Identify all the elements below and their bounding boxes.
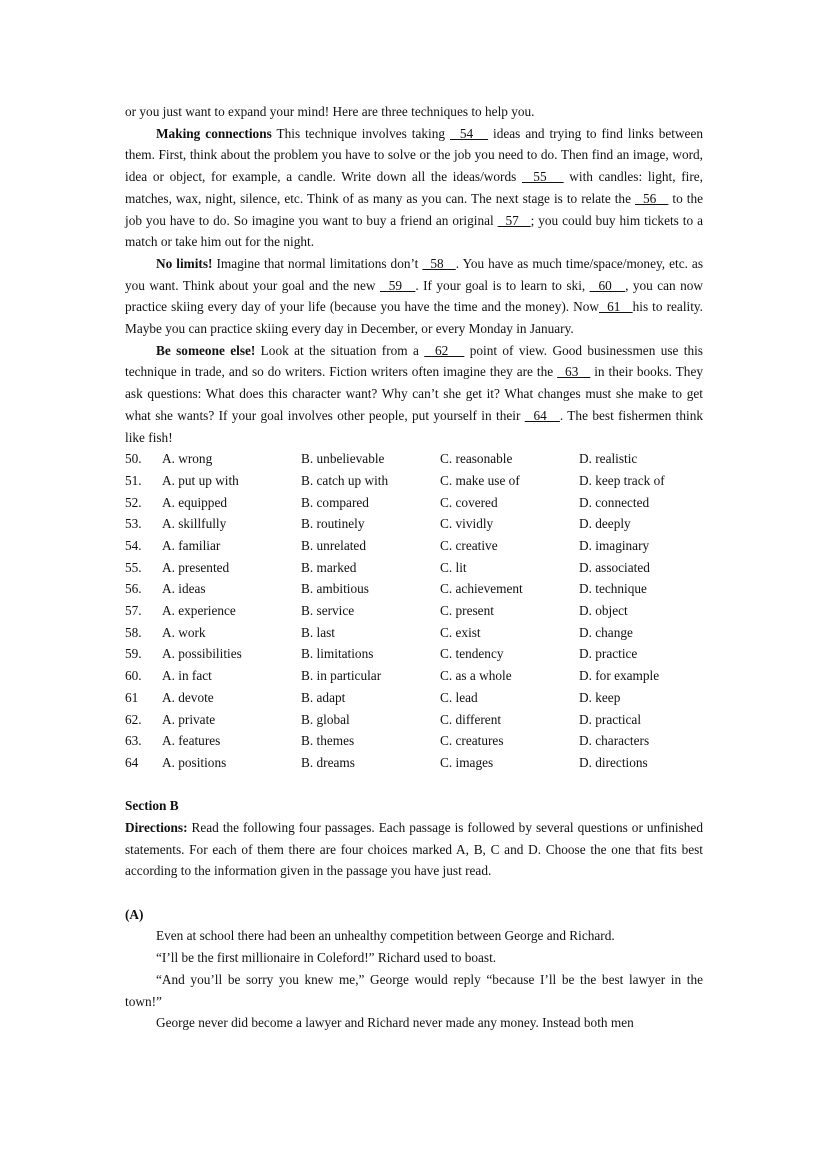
option-d: D. keep [579,689,621,705]
option-row: 56. A. ideas B. ambitious C. achievement D. technique [125,578,703,600]
option-b: B. dreams [301,754,355,770]
option-a: A. presented [162,559,230,575]
option-a: A. experience [162,603,236,619]
option-b: B. marked [301,559,357,575]
option-c: C. different [440,711,502,727]
option-c: C. images [440,754,494,770]
blank-64: 64 [524,407,560,423]
document-page [125,101,703,1034]
blank-62: 62 [424,342,465,358]
option-d: D. keep track of [579,472,665,488]
option-b: B. limitations [301,646,374,662]
option-row: 61 A. devote B. adapt C. lead D. keep [125,687,703,709]
heading-no-limits: No limits! [156,255,213,271]
option-b: B. last [301,624,335,640]
intro-line: or you just want to expand your mind! Here are three techniques to help you. [125,104,535,119]
option-b: B. unrelated [301,538,366,553]
option-d: D. for example [579,668,660,684]
paragraph-making-connections: Making connections This technique involves taking 54 ideas and trying to find links between them. First, think about the problem you have to solve or the job you need to do. Then find an image, word, idea or object, for example, a candle. Write down all the ideas/words 55 with candles: light, fire, matches, wax, night, silence, etc. Think of as many as you can. The next stage is to relate the 56 to the job you have to do. So imagine you want to buy a friend an original 57 ; you could buy him tickets to a match or take him out for the night. [125,125,703,250]
option-d: D. change [579,624,633,640]
heading-be-someone-else: Be someone else! [156,342,256,358]
option-b: B. unbelievable [301,451,385,467]
blank-56: 56 [635,190,669,206]
option-c: C. achievement [440,581,523,597]
option-a: A. familiar [162,538,221,553]
option-c: C. reasonable [440,451,513,467]
passage-a-line: “And you’ll be sorry you knew me,” George would reply “because I’ll be the best lawyer in the town!” [125,971,703,1009]
option-c: C. creatures [440,733,504,749]
option-b: B. global [301,711,350,727]
paragraph-be-someone-else: Be someone else! Look at the situation from a 62 point of view. Good businessmen use this technique in trade, and so do writers. Fiction writers often imagine they are the 63 in their books. They ask questions: What does this character want? Why can’t she get it? What changes must she make to get what she wants? If your goal involves other people, put yourself in their 64 . The best fishermen think like fish! [125,342,703,445]
spacer [125,882,703,904]
option-row: 64 A. positions B. dreams C. images D. directions [125,752,703,774]
option-d: D. connected [579,494,650,510]
option-c: C. as a whole [440,668,512,684]
paragraph-no-limits: No limits! Imagine that normal limitations don’t 58 . You have as much time/space/money, etc. as you want. Think about your goal and the new 59 . If your goal is to learn to ski, 60 , you can now practice skiing every day of your life (because you have the time and the money). Now 61 his to reality. Maybe you can practice skiing every day in December, or every Monday in January. [125,255,704,337]
option-d: D. characters [579,733,650,749]
option-d: D. imaginary [579,538,650,553]
blank-61: 61 [599,299,633,315]
option-row: 63. A. features B. themes C. creatures D. characters [125,730,703,752]
passage-a-line: “I’ll be the first millionaire in Coleford!” Richard used to boast. [156,950,497,966]
option-row: 57. A. experience B. service C. present D. object [125,600,703,622]
option-a: A. private [162,711,216,727]
option-d: D. practical [579,711,642,727]
option-b: B. adapt [301,689,346,705]
blank-63: 63 [557,364,591,380]
option-b: B. ambitious [301,581,369,597]
option-b: B. compared [301,494,369,510]
option-c: C. present [440,603,494,619]
option-a: A. ideas [162,581,206,597]
option-a: A. skillfully [162,516,227,532]
blank-60: 60 [589,277,626,293]
option-b: B. service [301,603,355,619]
option-row: 58. A. work B. last C. exist D. change [125,622,703,644]
option-a: A. wrong [162,451,213,467]
option-a: A. devote [162,689,214,705]
option-d: D. practice [579,646,638,662]
heading-making-connections: Making connections [156,125,272,141]
passage-a-heading: (A) [125,906,144,922]
option-row: 52. A. equipped B. compared C. covered D. connected [125,492,703,514]
option-c: C. exist [440,624,481,640]
option-row: 55. A. presented B. marked C. lit D. associated [125,557,703,579]
option-d: D. object [579,603,628,619]
blank-54: 54 [449,125,489,141]
option-c: C. covered [440,494,498,510]
section-b-directions: Directions: Read the following four passages. Each passage is followed by several questions or unfinished statements. For each of them there are four choices marked A, B, C and D. Choose the one that fits best according to the information given in the passage you have just read. [125,819,703,879]
option-a: A. positions [162,754,227,770]
directions-label: Directions: [125,819,188,835]
blank-57: 57 [497,212,531,228]
blank-55: 55 [521,169,564,185]
option-a: A. features [162,733,221,749]
option-c: C. lead [440,689,478,705]
option-a: A. equipped [162,494,227,510]
spacer [125,774,703,796]
option-d: D. realistic [579,451,638,467]
option-c: C. vividly [440,516,494,532]
option-a: A. possibilities [162,646,242,662]
option-d: D. deeply [579,516,631,532]
option-d: D. directions [579,754,648,770]
option-a: A. in fact [162,668,212,684]
option-c: C. creative [440,538,498,553]
option-row: 59. A. possibilities B. limitations C. tendency D. practice [125,643,703,665]
passage-a-line: Even at school there had been an unhealthy competition between George and Richard. [156,928,615,944]
option-row: 62. A. private B. global C. different D. practical [125,709,703,731]
passage-a-line: George never did become a lawyer and Richard never made any money. Instead both men [156,1015,634,1031]
option-a: A. work [162,624,206,640]
option-b: B. themes [301,733,355,749]
option-c: C. tendency [440,646,504,662]
option-row: 53. A. skillfully B. routinely C. vividly D. deeply [125,513,703,535]
option-row: 51. A. put up with B. catch up with C. make use of D. keep track of [125,470,703,492]
option-b: B. routinely [301,516,365,532]
blank-59: 59 [379,277,416,293]
section-b-title: Section B [125,798,179,814]
option-row: 54. A. familiar B. unrelated C. creative D. imaginary [125,535,703,557]
option-b: B. catch up with [301,472,389,488]
answer-options-table [125,448,703,773]
blank-58: 58 [422,255,456,271]
option-row: 60. A. in fact B. in particular C. as a whole D. for example [125,665,703,687]
option-c: C. make use of [440,472,520,488]
option-d: D. associated [579,559,650,575]
option-row: 50. A. wrong B. unbelievable C. reasonable D. realistic [125,448,703,470]
option-d: D. technique [579,581,647,597]
option-b: B. in particular [301,668,382,684]
option-a: A. put up with [162,472,239,488]
option-c: C. lit [440,559,467,575]
